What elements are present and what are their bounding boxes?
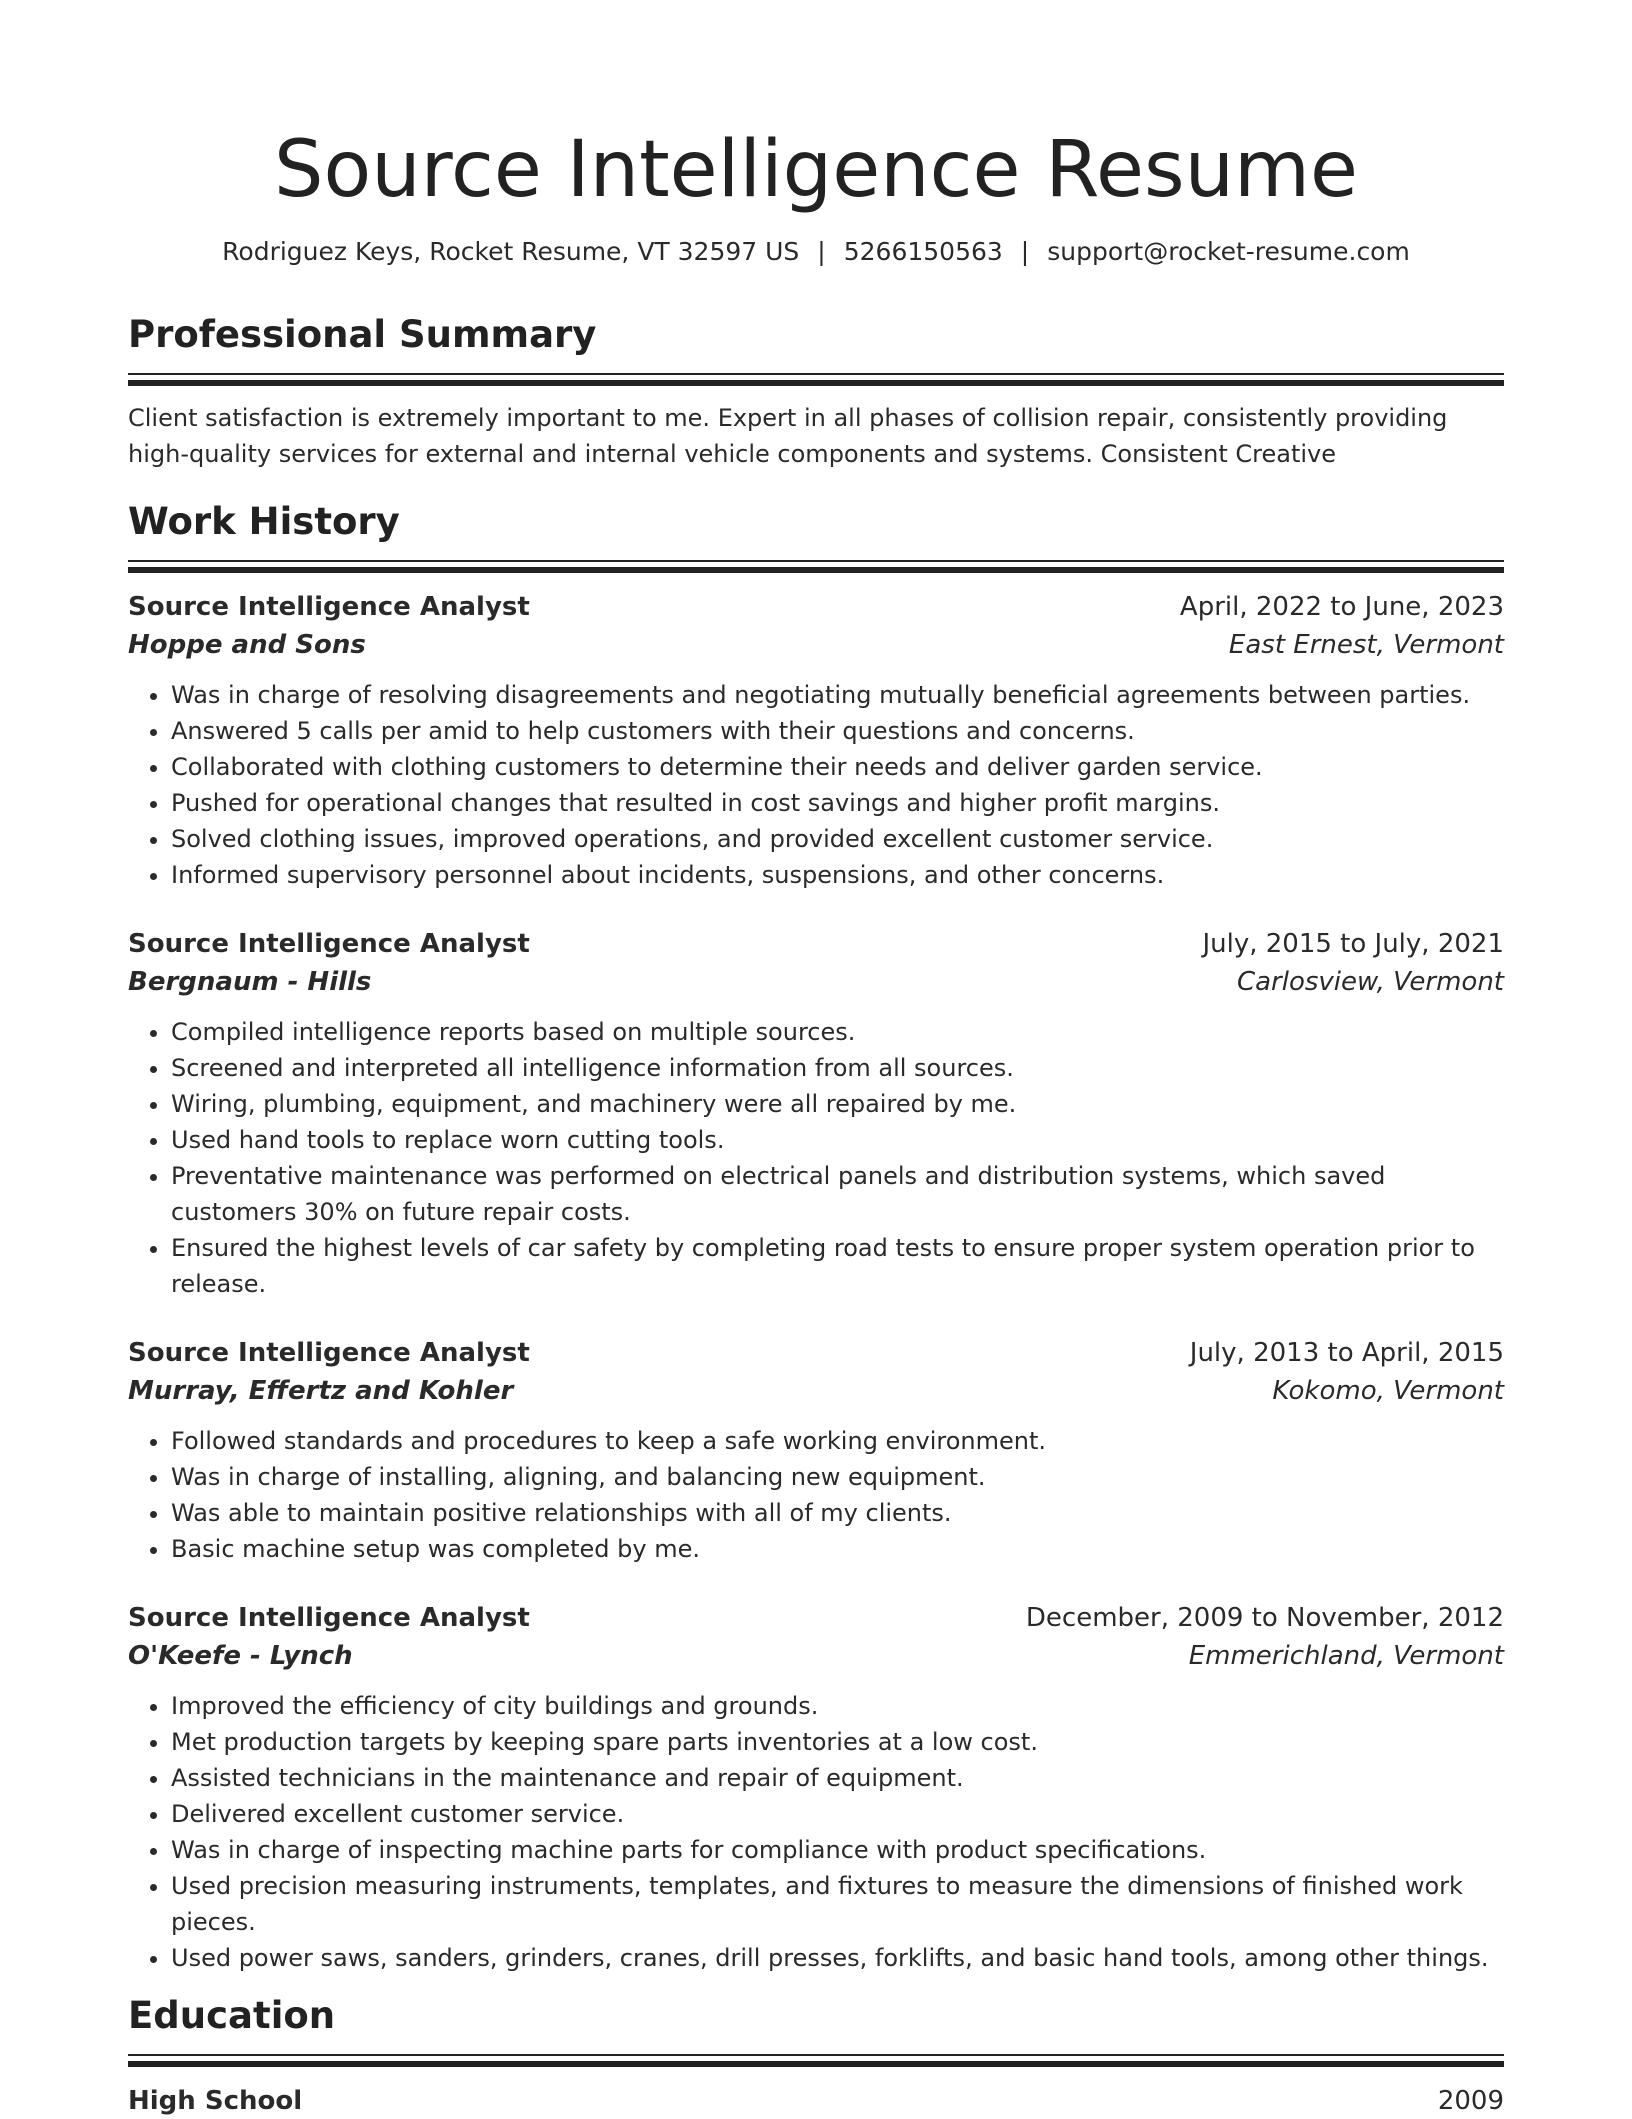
- job-bullets: [128, 1423, 1504, 1567]
- bullet-item: • Was in charge of inspecting machine parts for compliance with product specifications.: [171, 1832, 1504, 1868]
- job-company: Hoppe and Sons: [128, 630, 366, 660]
- contact-separator: |: [817, 237, 826, 266]
- bullet-item: • Informed supervisory personnel about incidents, suspensions, and other concerns.: [171, 857, 1504, 893]
- job-location: Kokomo, Vermont: [1272, 1376, 1504, 1406]
- bullet-item: • Improved the efficiency of city buildings and grounds.: [171, 1688, 1504, 1724]
- education-degree: High School: [128, 2086, 303, 2116]
- job-title: Source Intelligence Analyst: [128, 1338, 530, 1368]
- job-location: East Ernest, Vermont: [1228, 630, 1504, 660]
- bullet-item: • Pushed for operational changes that resulted in cost savings and higher profit margins.: [171, 785, 1504, 821]
- bullet-item: • Compiled intelligence reports based on multiple sources.: [171, 1014, 1504, 1050]
- education-year: 2009: [1437, 2086, 1504, 2116]
- section-divider: [128, 560, 1504, 573]
- bullet-item: • Assisted technicians in the maintenance and repair of equipment.: [171, 1760, 1504, 1796]
- job-entry: [128, 589, 1504, 893]
- bullet-item: • Used hand tools to replace worn cutting tools.: [171, 1122, 1504, 1158]
- bullet-item: • Preventative maintenance was performed on electrical panels and distribution systems, which saved customers 30% on future repair costs.: [171, 1158, 1504, 1230]
- contact-address: Rodriguez Keys, Rocket Resume, VT 32597 US: [222, 237, 800, 266]
- section-heading-summary: Professional Summary: [128, 313, 597, 356]
- bullet-item: • Followed standards and procedures to keep a safe working environment.: [171, 1423, 1504, 1459]
- bullet-item: • Was in charge of installing, aligning, and balancing new equipment.: [171, 1459, 1504, 1495]
- bullet-item: • Met production targets by keeping spare parts inventories at a low cost.: [171, 1724, 1504, 1760]
- job-bullets: [128, 1688, 1504, 1976]
- job-bullets: [128, 677, 1504, 893]
- bullet-item: • Was in charge of resolving disagreements and negotiating mutually beneficial agreements between parties.: [171, 677, 1504, 713]
- work-history-section: [128, 498, 1504, 1976]
- bullet-item: • Used power saws, sanders, grinders, cranes, drill presses, forklifts, and basic hand tools, among other things.: [171, 1940, 1504, 1976]
- bullet-item: • Wiring, plumbing, equipment, and machinery were all repaired by me.: [171, 1086, 1504, 1122]
- job-company: Murray, Effertz and Kohler: [128, 1376, 514, 1406]
- professional-summary-section: [128, 311, 1504, 472]
- job-title: Source Intelligence Analyst: [128, 592, 530, 622]
- section-heading-work: Work History: [128, 500, 400, 543]
- job-dates: July, 2015 to July, 2021: [1202, 929, 1504, 959]
- job-company: Bergnaum - Hills: [128, 967, 372, 997]
- job-location: Emmerichland, Vermont: [1188, 1641, 1504, 1671]
- bullet-item: • Solved clothing issues, improved operations, and provided excellent customer service.: [171, 821, 1504, 857]
- section-divider: [128, 2054, 1504, 2067]
- contact-line: [128, 236, 1504, 268]
- education-entry: [128, 2083, 1504, 2119]
- job-dates: April, 2022 to June, 2023: [1179, 592, 1504, 622]
- job-company: O'Keefe - Lynch: [128, 1641, 353, 1671]
- contact-email: support@rocket-resume.com: [1047, 237, 1410, 266]
- job-bullets: [128, 1014, 1504, 1302]
- bullet-item: • Screened and interpreted all intelligence information from all sources.: [171, 1050, 1504, 1086]
- resume-page: [128, 0, 1504, 2119]
- bullet-item: • Collaborated with clothing customers to determine their needs and deliver garden service.: [171, 749, 1504, 785]
- bullet-item: • Ensured the highest levels of car safety by completing road tests to ensure proper system operation prior to release.: [171, 1230, 1504, 1302]
- section-divider: [128, 373, 1504, 386]
- job-title: Source Intelligence Analyst: [128, 929, 530, 959]
- bullet-item: • Used precision measuring instruments, templates, and fixtures to measure the dimensions of finished work pieces.: [171, 1868, 1504, 1940]
- resume-title: Source Intelligence Resume: [273, 125, 1359, 215]
- job-dates: December, 2009 to November, 2012: [1025, 1603, 1504, 1633]
- summary-text: Client satisfaction is extremely important to me. Expert in all phases of collision repair, consistently providing high-quality services for external and internal vehicle components and systems. Consistent Creative: [128, 404, 1448, 468]
- job-entry: [128, 1335, 1504, 1567]
- job-entry: [128, 1600, 1504, 1976]
- contact-phone: 5266150563: [843, 237, 1003, 266]
- section-heading-education: Education: [128, 1994, 336, 2037]
- contact-separator: |: [1020, 237, 1030, 266]
- bullet-item: • Basic machine setup was completed by me.: [171, 1531, 1504, 1567]
- bullet-item: • Answered 5 calls per amid to help customers with their questions and concerns.: [171, 713, 1504, 749]
- job-title: Source Intelligence Analyst: [128, 1603, 530, 1633]
- education-section: [128, 1992, 1504, 2119]
- bullet-item: • Was able to maintain positive relationships with all of my clients.: [171, 1495, 1504, 1531]
- job-dates: July, 2013 to April, 2015: [1189, 1338, 1504, 1368]
- job-location: Carlosview, Vermont: [1236, 967, 1504, 997]
- job-entry: [128, 926, 1504, 1302]
- bullet-item: • Delivered excellent customer service.: [171, 1796, 1504, 1832]
